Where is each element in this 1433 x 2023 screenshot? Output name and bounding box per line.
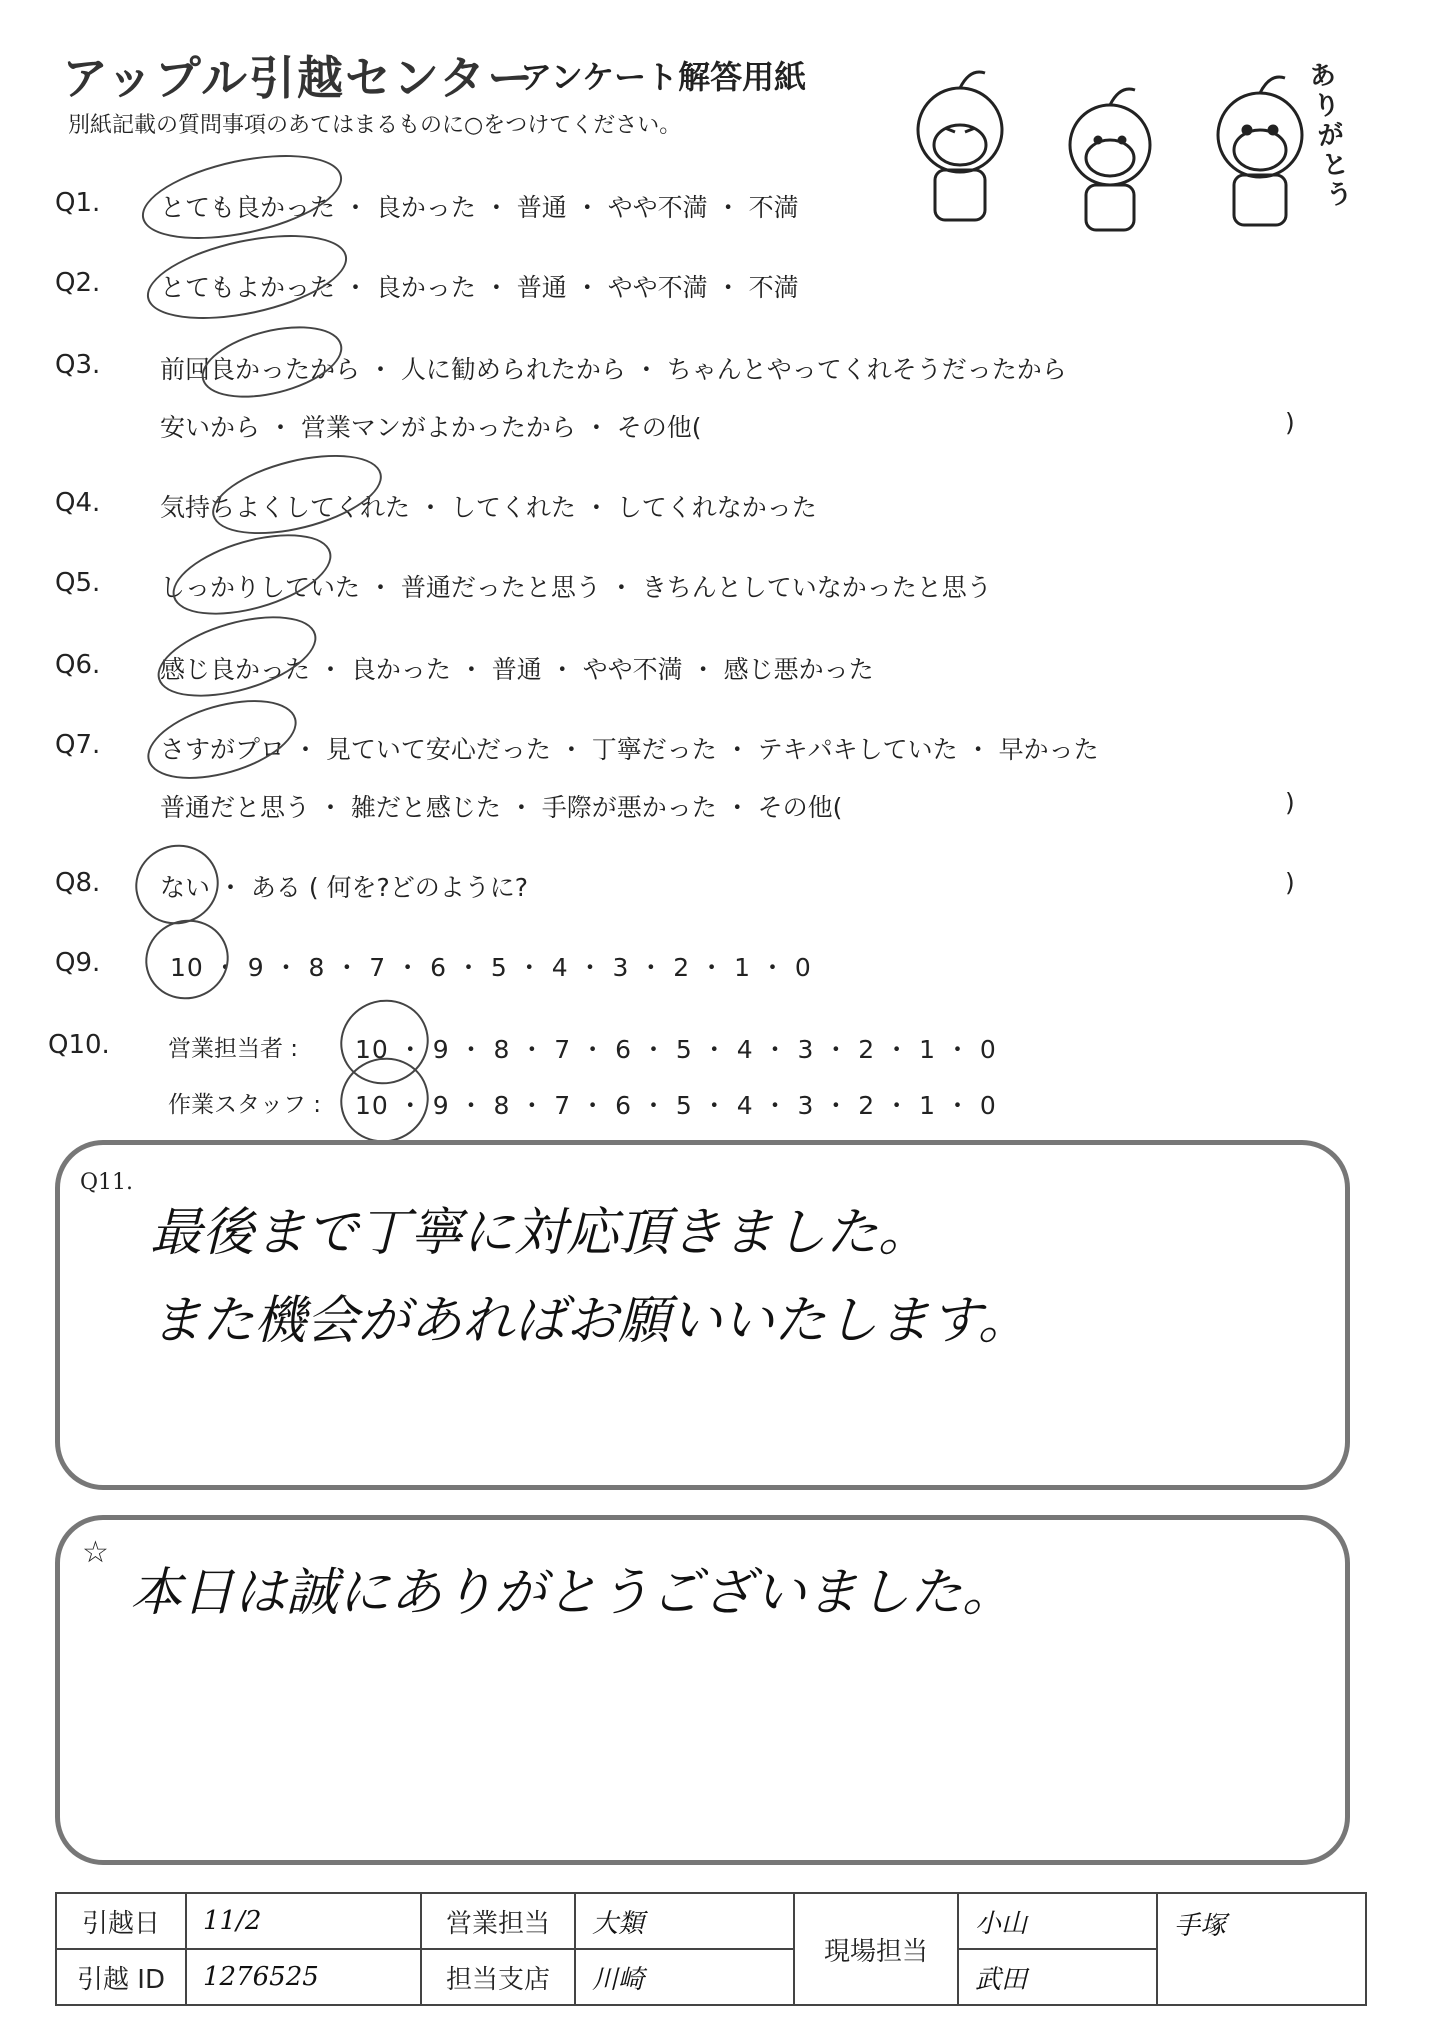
sales-value: 大類 — [575, 1893, 794, 1949]
sales-label: 営業担当 — [421, 1893, 575, 1949]
q7-answer-circle — [138, 685, 305, 794]
move-info-table — [55, 1892, 1367, 2006]
q5-answer-circle — [164, 519, 341, 631]
q4-answer-circle — [204, 440, 390, 549]
move-id-label: 引越 ID — [56, 1949, 186, 2005]
q7-close-paren: ) — [1285, 788, 1295, 817]
move-date-value: 11/2 — [186, 1893, 421, 1949]
q4-label: Q4. — [55, 488, 101, 518]
site-value-2: 武田 — [958, 1949, 1157, 2005]
site-value-1: 小山 — [958, 1893, 1157, 1949]
q11-comment-line2: また機会があればお願いいたします。 — [150, 1291, 1030, 1351]
site-value-3 — [1157, 1893, 1366, 2005]
q5-label: Q5. — [55, 568, 101, 598]
q9-scale: 10 ・ 9 ・ 8 ・ 7 ・ 6 ・ 5 ・ 4 ・ 3 ・ 2 ・ 1 ・ 0 — [170, 953, 812, 982]
q8-label: Q8. — [55, 868, 101, 898]
q10-sales-label: 営業担当者 : — [168, 1036, 299, 1062]
q11-comment-line1: 最後まで丁寧に対応頂きました。 — [150, 1203, 931, 1263]
mascot-thanks-text: ありがとう — [1307, 59, 1355, 212]
move-date-label: 引越日 — [56, 1893, 186, 1949]
q10-label: Q10. — [48, 1030, 110, 1060]
q10-sales-scale: 10 ・ 9 ・ 8 ・ 7 ・ 6 ・ 5 ・ 4 ・ 3 ・ 2 ・ 1 ・ 0 — [355, 1035, 997, 1064]
q9-answer-circle — [134, 908, 240, 1011]
site-label: 現場担当 — [794, 1893, 958, 2005]
q8-close-paren: ) — [1285, 868, 1295, 897]
form-subtitle: アンケート解答用紙 — [520, 58, 807, 96]
q9-label: Q9. — [55, 948, 101, 978]
branch-label: 担当支店 — [421, 1949, 575, 2005]
q10-staff-scale: 10 ・ 9 ・ 8 ・ 7 ・ 6 ・ 5 ・ 4 ・ 3 ・ 2 ・ 1 ・ 0 — [355, 1091, 997, 1120]
q8-options: ない ・ ある ( 何を?どのように? — [160, 873, 529, 902]
q3-options-line2: 安いから ・ 営業マンがよかったから ・ その他( — [160, 413, 702, 442]
branch-value: 川崎 — [575, 1949, 794, 2005]
q7-options-line1: さすがプロ ・ 見ていて安心だった ・ 丁寧だった ・ テキパキしていた ・ 早かった — [160, 735, 1099, 764]
q10-staff-label: 作業スタッフ : — [168, 1092, 322, 1118]
instruction-text: 別紙記載の質問事項のあてはまるものに○をつけてください。 — [68, 113, 682, 138]
q6-answer-circle — [149, 601, 326, 713]
q7-options-line2: 普通だと思う ・ 雑だと感じた ・ 手際が悪かった ・ その他( — [160, 793, 843, 822]
brand-title: アップル引越センター — [62, 51, 536, 105]
q7-label: Q7. — [55, 730, 101, 760]
site-value-3-text: 手塚 — [1174, 1910, 1227, 1941]
q11-label: Q11. — [80, 1170, 134, 1195]
mascot-monkeys-illustration — [900, 60, 1370, 235]
star-icon: ☆ — [82, 1535, 109, 1570]
move-id-value: 1276525 — [186, 1949, 421, 2005]
q1-options: とても良かった ・ 良かった ・ 普通 ・ やや不満 ・ 不満 — [160, 193, 799, 222]
q2-options: とてもよかった ・ 良かった ・ 普通 ・ やや不満 ・ 不満 — [160, 273, 799, 302]
q6-options: 感じ良かった ・ 良かった ・ 普通 ・ やや不満 ・ 感じ悪かった — [160, 655, 874, 684]
thanks-message-line1: 本日は誠にありがとうございました。 — [130, 1563, 1015, 1623]
q3-answer-circle — [194, 314, 349, 411]
q3-options-line1: 前回良かったから ・ 人に勧められたから ・ ちゃんとやってくれそうだったから — [160, 355, 1067, 384]
q6-label: Q6. — [55, 650, 101, 680]
q3-label: Q3. — [55, 350, 101, 380]
q1-label: Q1. — [55, 188, 101, 218]
q4-options: 気持ちよくしてくれた ・ してくれた ・ してくれなかった — [160, 493, 817, 522]
q2-label: Q2. — [55, 268, 101, 298]
q5-options: しっかりしていた ・ 普通だったと思う ・ きちんとしていなかったと思う — [160, 573, 992, 602]
q3-close-paren: ) — [1285, 408, 1295, 437]
